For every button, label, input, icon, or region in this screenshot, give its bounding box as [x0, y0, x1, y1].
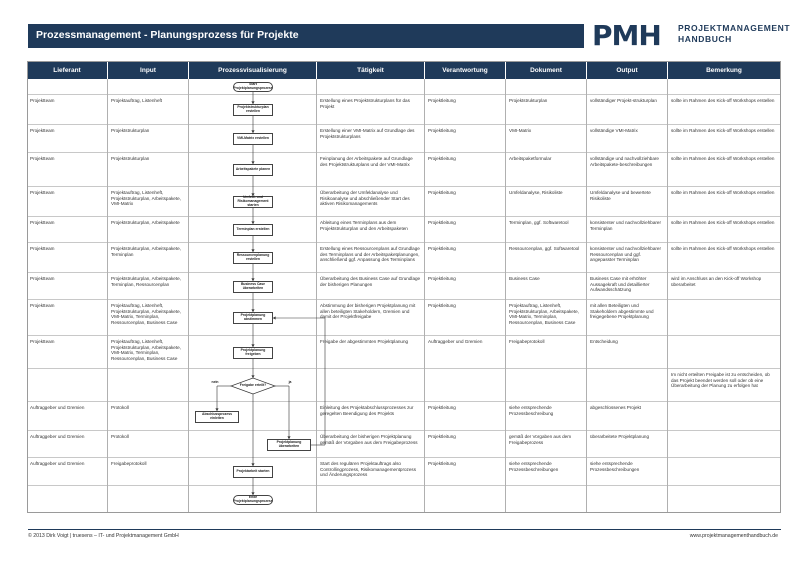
table-cell-lieferant: Projektteam [27, 125, 108, 153]
table-cell-taetigkeit: Überarbeitung der Umfeldanalyse und Risikoanalyse und abschließender Start des aktiven Risikomanagements [317, 187, 425, 217]
title-bar [28, 24, 584, 48]
table-cell-output: vollständige und nachvollziehbare Arbeitspakete-beschreibungen [587, 153, 668, 187]
table-cell-lieferant: Auftraggeber und Gremien [27, 431, 108, 458]
table-cell-input: Projektstrukturplan, Arbeitspakete, Terminplan [108, 243, 189, 273]
table-cell-bemerkung: wird im Anschluss an den Kick-off Workshop überarbeitet [668, 273, 781, 300]
column-header: Input [108, 61, 189, 79]
table-cell-dokument: Ressourcenplan, ggf. Softwaretool [506, 243, 587, 273]
page-title: Prozessmanagement - Planungsprozess für Projekte [36, 29, 299, 41]
table-cell-taetigkeit: Einleitung des Projektabschlussprozesses zur geregelten Beendigung des Projekts [317, 402, 425, 431]
flow-connectors [27, 61, 781, 513]
table-cell-bemerkung: sollte im Rahmen des Kick-off Workshops erstellen [668, 187, 781, 217]
table-cell-dokument: Freigabeprotokoll [506, 336, 587, 369]
table-cell-verantwortung: Projektleitung [425, 217, 506, 243]
table-cell-taetigkeit: Start des regulären Projektauftrags also Controllingprozess, Risikomanagementprozess und Änderungsprozess [317, 458, 425, 486]
table-cell-output: Entscheidung [587, 336, 668, 369]
table-cell-bemerkung: Im nicht erteilten Freigabe ist zu entscheiden, ob das Projekt beendet werden soll oder ob eine Überarbeitung der Planung zu erfolgen hat [668, 369, 781, 402]
table-cell-input: Projektauftrag, Listenheft, Projektstrukturplan, Arbeitspakete, VMI-Matrix, Terminplan, Ressourcenplan, Business Case [108, 300, 189, 336]
table-cell-output: abgeschlossenes Projekt [587, 402, 668, 431]
table-cell-input: Projektauftrag, Listenheft, Projektstrukturplan, Arbeitspakete, VMI-Matrix, Terminplan, Ressourcenplan, Business Case [108, 336, 189, 369]
column-header: Lieferant [27, 61, 108, 79]
table-cell-input: Projektauftrag, Listenheft, Projektstrukturplan, Arbeitspakete, VMI-Matrix [108, 187, 189, 217]
table-cell-verantwortung: Projektleitung [425, 458, 506, 486]
process-table [27, 61, 781, 513]
table-cell-verantwortung: Projektleitung [425, 300, 506, 336]
flow-start: Start Projektplanungsprozess [233, 82, 273, 90]
table-cell-output: Umfeldanalyse und bewertete Risikoliste [587, 187, 668, 217]
column-header: Dokument [506, 61, 587, 79]
decision-label: Freigabe erteilt? [239, 383, 267, 388]
table-cell-lieferant: Projektteam [27, 336, 108, 369]
footer-divider [28, 529, 781, 530]
logo-mark: PMH [592, 19, 661, 52]
table-cell-taetigkeit: Überarbeitung der bisherigen Projektplanung gemäß der Vorgaben aus dem Freigabeprozess [317, 431, 425, 458]
table-cell-output: vollständige VMI-Matrix [587, 125, 668, 153]
flow-end: Ende Projektplanungsprozess [233, 495, 273, 503]
flow-left-branch: Abschlussprozess einleiten [195, 411, 239, 423]
table-cell-bemerkung: sollte im Rahmen des Kick-off Workshops erstellen [668, 95, 781, 125]
table-cell-verantwortung: Auftraggeber und Gremien [425, 336, 506, 369]
flow-step: Terminplan erstellen [233, 224, 273, 236]
flow-step: Arbeitspakete planen [233, 164, 273, 176]
logo-line-1: PROJEKTMANAGEMENT [678, 23, 791, 33]
table-cell-lieferant: Projektteam [27, 187, 108, 217]
flow-step: Business Case überarbeiten [233, 281, 273, 293]
table-cell-verantwortung: Projektleitung [425, 95, 506, 125]
table-cell-input: Projektstrukturplan [108, 153, 189, 187]
flow-step: Projektarbeit starten [233, 466, 273, 478]
table-cell-dokument: VMI-Matrix [506, 125, 587, 153]
column-header: Tätigkeit [317, 61, 425, 79]
table-cell-taetigkeit: Überarbeitung des Business Case auf Grundlage der bisherigen Planungen [317, 273, 425, 300]
flow-step: Projektstrukturplan erstellen [233, 104, 273, 116]
table-cell-lieferant: Auftraggeber und Gremien [27, 402, 108, 431]
table-cell-verantwortung: Projektleitung [425, 243, 506, 273]
column-header: Output [587, 61, 668, 79]
table-cell-bemerkung: sollte im Rahmen des Kick-off Workshops erstellen [668, 217, 781, 243]
table-cell-verantwortung: Projektleitung [425, 273, 506, 300]
table-cell-taetigkeit: Freigabe der abgestimmten Projektplanung [317, 336, 425, 369]
table-cell-output: Business Case mit erhöhter Aussagekraft und detaillierter Aufwandsschätzung [587, 273, 668, 300]
table-cell-taetigkeit: Ableitung eines Terminplans aus dem Projektstrukturplan und den Arbeitspaketen [317, 217, 425, 243]
footer-url[interactable]: www.projektmanagementhandbuch.de [689, 533, 778, 539]
table-cell-output: konsistenter und nachvollziehbarer Terminplan [587, 217, 668, 243]
column-header: Bemerkung [668, 61, 781, 79]
table-cell-dokument: gemäß der Vorgaben aus dem Freigabeprozess [506, 431, 587, 458]
table-cell-verantwortung: Projektleitung [425, 153, 506, 187]
table-cell-dokument: siehe entsprechende Prozessbeschreibungen [506, 458, 587, 486]
table-cell-dokument: Umfeldanalyse, Risikoliste [506, 187, 587, 217]
decision-yes-label: ja [288, 379, 292, 384]
table-cell-input: Protokoll [108, 431, 189, 458]
logo-line-2: HANDBUCH [678, 34, 732, 44]
footer-copyright: © 2013 Dirk Voigt | truesens – IT- und Projektmanagement GmbH [28, 533, 179, 539]
flow-step: VMI-Matrix erstellen [233, 133, 273, 145]
table-cell-output: vollständiger Projekt-strukturplan [587, 95, 668, 125]
flow-step: Projektplanung freigeben [233, 347, 273, 359]
table-cell-verantwortung: Projektleitung [425, 402, 506, 431]
table-cell-bemerkung: sollte im Rahmen des Kick-off Workshops erstellen [668, 125, 781, 153]
table-cell-input: Projektauftrag, Listenheft [108, 95, 189, 125]
table-cell-verantwortung: Projektleitung [425, 125, 506, 153]
flow-step: Umfeld- und Risikomanagement starten [233, 196, 273, 208]
column-header: Prozessvisualisierung [189, 61, 317, 79]
table-cell-bemerkung: sollte im Rahmen des Kick-off Workshops erstellen [668, 243, 781, 273]
table-cell-dokument: Business Case [506, 273, 587, 300]
table-cell-input: Projektstrukturplan, Arbeitspakete [108, 217, 189, 243]
flow-step: Ressourcenplanung erstellen [233, 252, 273, 264]
decision-no-label: nein [211, 379, 219, 384]
logo [592, 19, 791, 52]
table-cell-taetigkeit: Erstellung eines Projektstrukturplans für das Projekt [317, 95, 425, 125]
table-cell-dokument: Terminplan, ggf. Softwaretool [506, 217, 587, 243]
table-cell-input: Protokoll [108, 402, 189, 431]
arrow-head [273, 316, 276, 319]
column-header: Verantwortung [425, 61, 506, 79]
table-cell-dokument: Projektauftrag, Listenheft, Projektstrukturplan, Arbeitspakete, VMI-Matrix, Terminplan, Ressourcenplan, Business Case [506, 300, 587, 336]
table-cell-lieferant: Projektteam [27, 243, 108, 273]
table-cell-taetigkeit: Feinplanung der Arbeitspakete auf Grundlage des Projektstrukturplans und der VMI-Matrix [317, 153, 425, 187]
table-cell-lieferant: Projektteam [27, 153, 108, 187]
table-cell-output: konsistenter und nachvollziehbarer Ressourcenplan und ggf. angepasster Terminplan [587, 243, 668, 273]
table-cell-input: Projektstrukturplan [108, 125, 189, 153]
table-cell-verantwortung: Projektleitung [425, 187, 506, 217]
table-cell-lieferant: Projektteam [27, 217, 108, 243]
flow-right-branch: Projektplanung überarbeiten [267, 439, 311, 451]
arrow-head [251, 375, 254, 378]
table-cell-dokument: siehe entsprechende Prozessbeschreibung [506, 402, 587, 431]
table-cell-lieferant: Auftraggeber und Gremien [27, 458, 108, 486]
table-cell-input: Projektstrukturplan, Arbeitspakete, Terminplan, Ressourcenplan [108, 273, 189, 300]
flow-step: Projektplanung abstimmen [233, 312, 273, 324]
table-cell-lieferant: Projektteam [27, 273, 108, 300]
table-cell-taetigkeit: Abstimmung der bisherigen Projektplanung mit allen beteiligten Stakeholdern, Gremien und damit der Projektfreigabe [317, 300, 425, 336]
table-cell-verantwortung: Projektleitung [425, 431, 506, 458]
table-cell-output: überarbeitete Projektplanung [587, 431, 668, 458]
table-cell-input: Freigabeprotokoll [108, 458, 189, 486]
table-cell-lieferant: Projektteam [27, 300, 108, 336]
table-cell-output: siehe entsprechende Prozessbeschreibungen [587, 458, 668, 486]
table-cell-taetigkeit: Erstellung eines Ressourcenplans auf Grundlage des Terminplans und der Arbeitspaketplanungen, anschließend ggf. Anpassung des Terminplans [317, 243, 425, 273]
table-cell-dokument: Projektstrukturplan [506, 95, 587, 125]
table-cell-lieferant: Projektteam [27, 95, 108, 125]
table-cell-bemerkung: sollte im Rahmen des Kick-off Workshops erstellen [668, 153, 781, 187]
table-cell-dokument: Arbeitspaketformular [506, 153, 587, 187]
table-cell-output: mit allen Beteiligten und Stakeholdern abgestimmte und freigegebene Projektplanung [587, 300, 668, 336]
table-cell-taetigkeit: Erstellung einer VMI-Matrix auf Grundlage des Projektstrukturplans [317, 125, 425, 153]
